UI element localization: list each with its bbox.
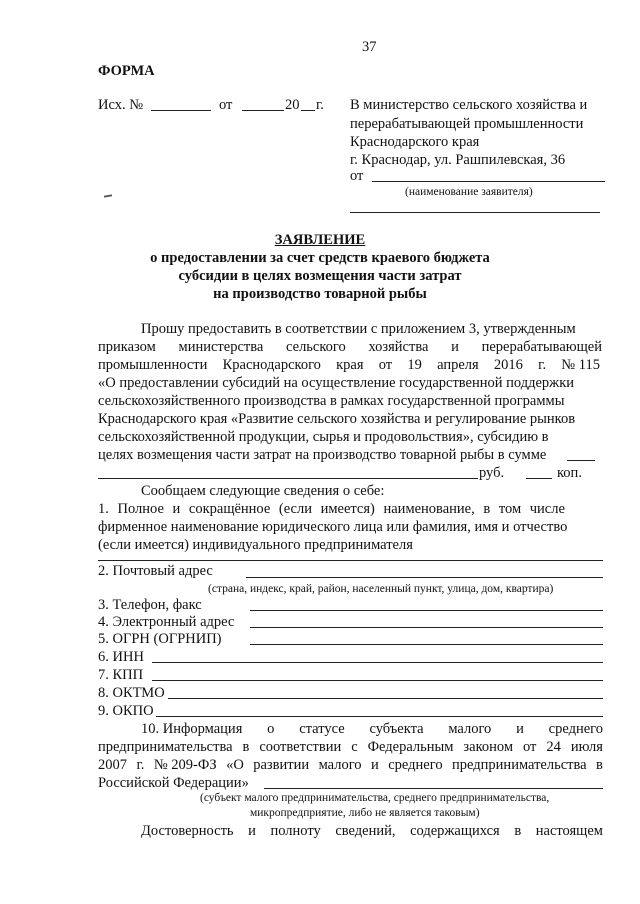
addressee-line-3: Краснодарского края <box>350 134 480 150</box>
item-1-line-3: (если имеется) индивидуального предпринимателя <box>98 537 413 553</box>
request-line-2-word: и <box>451 339 459 355</box>
request-line-4: «О предоставлении субсидий на осуществление государственной поддержки <box>98 375 574 391</box>
final-statement-line-1-word: настоящем <box>535 823 603 839</box>
sme-status-hint-1: (субъект малого предпринимательства, среднего предпринимательства, <box>200 792 550 804</box>
request-line-2-word: министерства <box>178 339 264 355</box>
item-10-line-3-word: № 209-ФЗ <box>153 757 217 773</box>
item-9-label: 9. ОКПО <box>98 703 154 719</box>
inn-line[interactable] <box>152 662 603 663</box>
item-1-line-2: фирменное наименование юридического лица или фамилия, имя и отчество <box>98 519 568 535</box>
item-10-line-4: Российской Федерации» <box>98 775 249 791</box>
item-5-label: 5. ОГРН (ОГРНИП) <box>98 631 222 647</box>
request-line-3 <box>98 356 600 374</box>
item-10-line-2-word: предпринимательства <box>98 739 233 755</box>
item-8-label: 8. ОКТМО <box>98 685 165 701</box>
request-line-3-word: края <box>336 357 364 373</box>
ref-year-suffix: г. <box>316 97 324 113</box>
item-10-line-2-word: с <box>351 739 358 755</box>
kop-label: коп. <box>557 465 582 481</box>
item-10-line-3 <box>98 756 603 774</box>
item-10-line-2-word: июля <box>570 739 603 755</box>
form-label: ФОРМА <box>98 63 155 79</box>
item-1-field-line[interactable] <box>98 560 603 561</box>
item-10-line-2-word: соответствии <box>259 739 342 755</box>
info-intro: Сообщаем следующие сведения о себе: <box>141 483 385 499</box>
item-10-line-1-word: субъекта <box>369 721 424 737</box>
item-3-label: 3. Телефон, факс <box>98 597 202 613</box>
request-line-3-word: № 115 <box>561 357 600 373</box>
ref-date-line[interactable] <box>242 110 284 111</box>
item-2-label: 2. Почтовый адрес <box>98 563 213 579</box>
item-10-line-1-word: среднего <box>548 721 603 737</box>
amount-rub-line[interactable] <box>98 478 478 479</box>
postal-address-line[interactable] <box>246 577 603 578</box>
kpp-line[interactable] <box>152 680 603 681</box>
request-line-5: сельскохозяйственного производства в рамках государственной программы <box>98 393 565 409</box>
amount-line-start[interactable] <box>567 460 595 461</box>
addressee-line-2: перерабатывающей промышленности <box>350 116 584 132</box>
applicant-name-hint: (наименование заявителя) <box>405 186 533 198</box>
item-10-line-2 <box>98 738 603 756</box>
title-line-4: на производство товарной рыбы <box>213 286 427 302</box>
sme-status-hint-2: микропредприятие, либо не является таковым) <box>250 807 480 819</box>
item-10-line-3-word: «О <box>226 757 244 773</box>
page-number: 37 <box>362 39 377 55</box>
okpo-line[interactable] <box>156 716 603 717</box>
request-line-3-word: апреля <box>437 357 479 373</box>
final-statement-line-1-word: в <box>514 823 522 839</box>
item-10-line-2-word: в <box>242 739 250 755</box>
rub-label: руб. <box>479 465 505 481</box>
title-line-2: о предоставлении за счет средств краевого бюджета <box>150 250 490 266</box>
request-line-2-word: сельского <box>286 339 346 355</box>
ref-number-line[interactable] <box>151 110 211 111</box>
request-line-1: Прошу предоставить в соответствии с приложением 3, утвержденным <box>141 321 576 337</box>
request-line-2-word: хозяйства <box>368 339 429 355</box>
request-line-3-word: от <box>378 357 393 373</box>
item-10-line-1-word: статусе <box>299 721 345 737</box>
title-line-3: субсидии в целях возмещения части затрат <box>178 268 462 284</box>
amount-kop-line[interactable] <box>526 478 552 479</box>
ogrn-line[interactable] <box>250 644 603 645</box>
request-line-8: целях возмещения части затрат на производство товарной рыбы в сумме <box>98 447 547 463</box>
applicant-name-line[interactable] <box>372 181 605 182</box>
request-line-3-word: 19 <box>407 357 422 373</box>
request-line-7: сельскохозяйственной продукции, сырья и продовольствия», субсидию в <box>98 429 549 445</box>
item-10-line-3-word: в <box>596 757 603 773</box>
oktmo-line[interactable] <box>168 698 603 699</box>
request-line-2-word: перерабатывающей <box>481 339 602 355</box>
item-10-line-2-word: законом <box>463 739 514 755</box>
document-title: ЗАЯВЛЕНИЕ <box>274 232 366 248</box>
postal-address-hint: (страна, индекс, край, район, населенный пункт, улица, дом, квартира) <box>208 583 554 595</box>
item-10-line-3-word: и <box>371 757 379 773</box>
request-line-3-word: 2016 <box>493 357 523 373</box>
item-10-line-2-word: 24 <box>546 739 561 755</box>
item-10-line-3-word: предпринимательства <box>452 757 587 773</box>
request-line-2-word: приказом <box>98 339 156 355</box>
request-line-3-word: г. <box>538 357 547 373</box>
request-line-2 <box>98 338 602 356</box>
final-statement-line-1-word: Достоверность <box>141 823 234 839</box>
ref-year-line[interactable] <box>301 110 315 111</box>
addressee-line-1: В министерство сельского хозяйства и <box>350 97 588 113</box>
ref-number-label: Исх. № <box>98 97 144 113</box>
final-statement-line-1 <box>141 822 603 840</box>
item-10-line-2-word: Федеральным <box>367 739 454 755</box>
item-4-label: 4. Электронный адрес <box>98 614 235 630</box>
final-statement-line-1-word: и <box>248 823 256 839</box>
final-statement-line-1-word: сведений, <box>335 823 396 839</box>
final-statement-line-1-word: полноту <box>270 823 321 839</box>
scan-mark <box>104 194 112 197</box>
item-10-line-1-word: о <box>267 721 275 737</box>
phone-fax-line[interactable] <box>250 610 603 611</box>
item-10-line-3-word: малого <box>318 757 362 773</box>
item-10-line-3-word: г. <box>136 757 145 773</box>
applicant-name-line-2[interactable] <box>350 212 600 213</box>
addressee-line-4: г. Краснодар, ул. Рашпилевская, 36 <box>350 152 566 168</box>
item-10-line-2-word: от <box>523 739 537 755</box>
request-line-3-word: промышленности <box>98 357 208 373</box>
request-line-3-word: Краснодарского <box>222 357 321 373</box>
item-6-label: 6. ИНН <box>98 649 144 665</box>
final-statement-line-1-word: содержащихся <box>410 823 500 839</box>
item-7-label: 7. КПП <box>98 667 144 683</box>
applicant-from-label: от <box>350 168 364 184</box>
item-10-line-3-word: 2007 <box>98 757 127 773</box>
item-10-line-1-word: 10. Информация <box>141 721 243 737</box>
item-10-line-1 <box>141 720 603 738</box>
ref-year-label: 20 <box>285 97 300 113</box>
item-10-line-1-word: малого <box>448 721 492 737</box>
item-10-line-3-word: среднего <box>388 757 443 773</box>
request-line-6: Краснодарского края «Развитие сельского хозяйства и регулирование рынков <box>98 411 576 427</box>
item-10-line-1-word: и <box>516 721 524 737</box>
email-line[interactable] <box>250 627 603 628</box>
item-10-line-3-word: развитии <box>253 757 310 773</box>
ref-from-label: от <box>219 97 233 113</box>
item-1-line-1: 1. Полное и сокращённое (если имеется) наименование, в том числе <box>98 501 565 517</box>
